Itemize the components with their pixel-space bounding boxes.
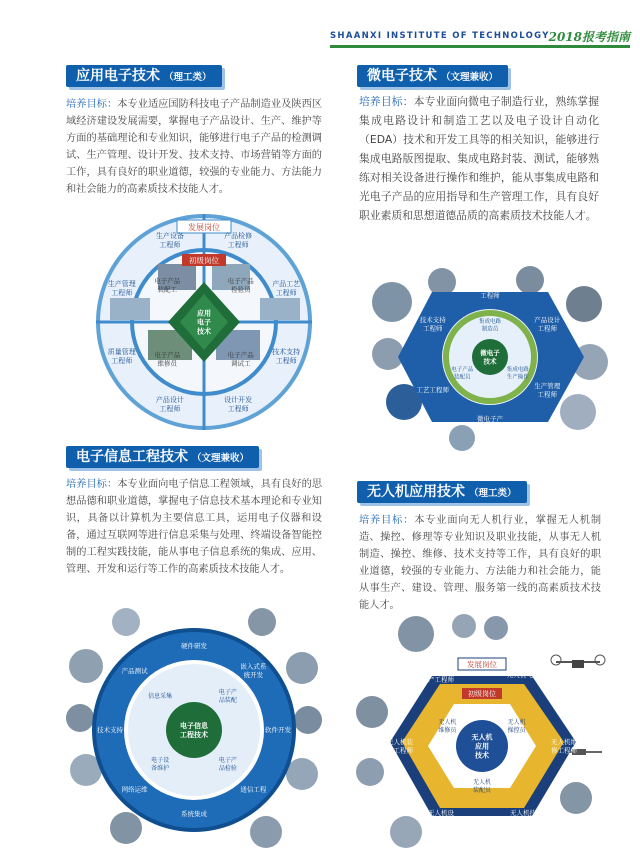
section-title-uav	[357, 481, 527, 503]
photo-circle	[372, 282, 412, 322]
photo-circle	[286, 758, 318, 790]
inner-role-label: 备维护	[151, 764, 170, 772]
photo-circle	[250, 816, 282, 848]
photo-circle	[248, 608, 276, 636]
school-name: SHAANXI INSTITUTE OF TECHNOLOGY	[330, 31, 550, 41]
inner-role-label: 维修员	[438, 727, 457, 734]
career-wheel-microelectronics	[370, 262, 610, 452]
outer-role-label: 工程师	[159, 240, 181, 249]
outer-role-label: 工程师	[227, 240, 249, 249]
outer-role-label: 嵌入式系	[240, 662, 267, 671]
photo-circle	[356, 696, 388, 728]
outer-role-label: 工程师	[275, 288, 297, 297]
photo-circle	[372, 338, 404, 370]
section-tag: （文理兼收）	[441, 72, 499, 83]
inner-role-label: 电子产品	[154, 350, 181, 359]
outer-role-label: 技术支持	[97, 726, 123, 735]
outer-role-label: 术支持	[513, 817, 533, 826]
outer-role-label: 工程师	[111, 357, 133, 366]
header-divider	[330, 45, 630, 48]
outer-role-label: 产品设计	[155, 396, 184, 405]
photo-circle	[66, 704, 94, 732]
outer-role-label: 工程师	[537, 390, 557, 399]
outer-role-label: 生产设备	[155, 231, 184, 240]
inner-role-label: 检验员	[231, 285, 251, 294]
section-tag: （理工类）	[469, 488, 517, 499]
outer-role-label: 技术支持	[419, 316, 446, 324]
wheel-center-label	[196, 308, 211, 335]
outer-role-label: 质量管理	[107, 348, 136, 357]
center-label-line: 工程技术	[180, 730, 208, 739]
outer-role-label: 硬件研发	[181, 642, 207, 651]
photo-circle	[560, 394, 596, 430]
inner-role-label: 调试工	[231, 359, 251, 368]
photo-circle	[484, 616, 508, 640]
photo-circle	[294, 706, 322, 734]
outer-role-label: 产品检修	[224, 231, 253, 240]
top-badge-label: 发展岗位	[188, 223, 220, 232]
outer-role-label: 工程师	[537, 324, 557, 333]
outer-role-label: 统开发	[243, 671, 264, 680]
drone-icon	[551, 655, 605, 668]
outer-role-label: 工程师	[111, 288, 133, 297]
section-tag: （理工类）	[164, 72, 212, 83]
center-label-line: 微电子	[480, 348, 500, 357]
inner-role-label: 品检验	[218, 764, 237, 772]
outer-role-label: 无人机装	[387, 738, 413, 746]
section-title-app-electronics	[66, 65, 222, 87]
outer-role-label: 生产管理	[107, 279, 136, 288]
inner-role-label: 电子产	[218, 689, 237, 697]
section-body-app-electronics	[66, 96, 322, 198]
photo-circle	[566, 286, 602, 322]
inner-role-label: 电子产	[218, 756, 237, 764]
center-label-line: 技术	[475, 751, 489, 760]
outer-role-label: 工艺工程师	[416, 386, 450, 395]
outer-role-label: 品工程师	[477, 423, 503, 432]
inner-role-label: 品装配	[218, 697, 237, 705]
photo-circle	[398, 616, 434, 652]
goal-label: 培养目标：	[66, 479, 118, 490]
center-label-line: 电子	[197, 318, 211, 327]
outer-role-label: 无人机生	[428, 667, 454, 675]
outer-role-label: 生产管理	[534, 382, 561, 390]
center-label-line: 技术	[197, 327, 211, 336]
outer-role-label: 无人机设	[428, 809, 454, 817]
photo-circle	[428, 268, 456, 296]
outer-role-label: 产品测试	[121, 666, 148, 675]
outer-role-label: 工程师	[159, 405, 181, 414]
outer-role-label: 软件开发	[265, 726, 291, 735]
inner-role-label: 操控员	[507, 727, 526, 734]
outer-role-label: 系统集成	[181, 810, 207, 819]
inner-role-label: 装配员	[454, 374, 471, 381]
outer-role-label: 设计开发	[224, 396, 253, 405]
section-title-text: 应用电子技术	[76, 68, 160, 84]
photo-circle	[452, 614, 476, 638]
photo-block	[110, 298, 150, 320]
outer-role-label: 工程师	[423, 324, 443, 333]
page-header	[330, 30, 630, 48]
photo-circle	[560, 782, 592, 814]
career-wheel-app-electronics	[86, 212, 322, 432]
center-label-line: 无人机	[471, 733, 493, 742]
goal-label: 培养目标：	[359, 95, 414, 108]
top-badge-label: 发展岗位	[467, 660, 497, 669]
goal-text: 本专业面向电子信息工程领域，具有良好的思想品德和职业道德，掌握电子信息技术基本理论和专业知识，具备以计算机为主要信息工具，运用电子仪器和设备，通过互联网等进行信息采集与处理、终端设备智能控制的工程实践技能，能从事电子信息系统的集成、应用、管理、开发和运行等工作的高素质技术技能人才。	[66, 479, 323, 575]
outer-role-label: 无人机维	[551, 738, 577, 746]
inner-role-label: 无人机	[472, 779, 492, 786]
outer-role-label: 产工程师	[428, 675, 454, 684]
outer-role-label: 计工程师	[428, 817, 454, 826]
outer-role-label: 工程师	[480, 291, 500, 300]
inner-role-label: 装配员	[472, 787, 492, 794]
photo-circle	[516, 266, 544, 294]
photo-circle	[112, 608, 140, 636]
outer-role-label: 无人机技	[510, 809, 536, 817]
section-title-microelectronics	[357, 65, 508, 87]
outer-role-label: 修工程师	[551, 746, 577, 755]
goal-text: 本专业面向微电子制造行业，熟练掌握集成电路设计和制造工艺以及电子设计自动化（EDA）技术和开发工具等的相关知识，能够进行集成电路版图提取、集成电路封装、测试，能够熟练对相关设备进行操作和维护，能从事集成电路和光电子产品的应用指导和生产管理工作，具有良好职业素质和思想道德品质的高素质技术技能人才。	[359, 95, 600, 222]
outer-role-label: 调工程师	[387, 746, 413, 755]
outer-role-label: 工程师	[227, 405, 249, 414]
inner-role-label: 生产操作	[506, 374, 529, 381]
inner-role-label: 无人机	[507, 719, 526, 726]
inner-role-label: 集成电路	[478, 319, 502, 325]
photo-circle	[69, 649, 103, 683]
inner-role-label: 电子产品	[227, 350, 254, 359]
inner-role-label: 制造员	[481, 326, 499, 333]
section-body-uav	[359, 512, 601, 614]
section-title-text: 微电子技术	[367, 68, 437, 84]
inner-role-label: 信息采集	[148, 693, 173, 701]
inner-role-label: 电子产品	[154, 277, 181, 286]
wheel-center-label	[180, 721, 209, 739]
guide-title: 2018报考指南	[548, 30, 630, 44]
section-body-microelectronics	[359, 92, 599, 225]
goal-text: 本专业适应国防科技电子产品制造业及陕西区域经济建设发展需要，掌握电子产品设计、生产、维护等方面的基础理论和专业知识，能够进行电子产品的检测调试、生产管理、设计开发、技术支持、市场营销等方面的工作，具有良好的职业道德，较强的专业能力、方法能力和社会能力的高素质技术技能人才。	[66, 99, 323, 195]
inner-role-label: 电子产品	[227, 277, 254, 286]
outer-role-label: 微电子产	[477, 415, 503, 423]
outer-role-label: 无人机飞手	[506, 671, 540, 680]
center-label-line: 技术	[483, 357, 497, 366]
initial-badge-label: 初级岗位	[189, 256, 219, 265]
goal-text: 本专业面向无人机行业，掌握无人机制造、操控、修理等专业知识及职业技能，从事无人机制造、操控、维修、技术支持等工作，具有良好的职业道德，较强的专业能力、方法能力和社会能力，能从事生产、建设、管理、服务第一线的高素质技术技能人才。	[359, 515, 602, 611]
inner-role-label: 装配工	[157, 285, 177, 294]
inner-role-label: 无人机	[438, 719, 457, 726]
career-wheel-info-engineering	[66, 608, 322, 858]
center-label-line: 电子信息	[180, 721, 208, 730]
goal-label: 培养目标：	[359, 515, 415, 526]
inner-role-label: 电子设	[151, 756, 170, 764]
initial-badge-label: 初级岗位	[468, 690, 496, 698]
outer-role-label: 产品工艺	[272, 279, 301, 288]
section-body-info-engineering	[66, 476, 322, 578]
center-label-line: 应用	[475, 742, 489, 751]
outer-role-label: 网络运维	[121, 785, 148, 794]
career-wheel-uav	[350, 612, 618, 858]
photo-circle	[449, 425, 475, 451]
goal-label: 培养目标：	[66, 99, 118, 110]
photo-block	[260, 298, 300, 320]
inner-role-label: 集成电路	[506, 367, 529, 373]
inner-role-label: 电子产品	[451, 367, 474, 373]
center-label-line: 应用	[197, 309, 211, 318]
photo-circle	[110, 812, 142, 844]
outer-role-label: 产品设计	[534, 316, 561, 324]
photo-circle	[390, 816, 422, 848]
section-tag: （文理兼收）	[192, 453, 250, 464]
inner-role-label: 维修员	[157, 359, 177, 368]
outer-role-label: 技术支持	[272, 348, 301, 357]
section-title-text: 无人机应用技术	[367, 484, 465, 500]
section-title-info-engineering	[66, 446, 259, 468]
outer-role-label: 产品测试	[477, 283, 503, 291]
photo-circle	[286, 652, 318, 684]
outer-role-label: 通信工程	[240, 785, 267, 794]
outer-role-label: 工程师	[275, 357, 297, 366]
section-title-text: 电子信息工程技术	[76, 449, 188, 465]
photo-circle	[356, 758, 384, 786]
